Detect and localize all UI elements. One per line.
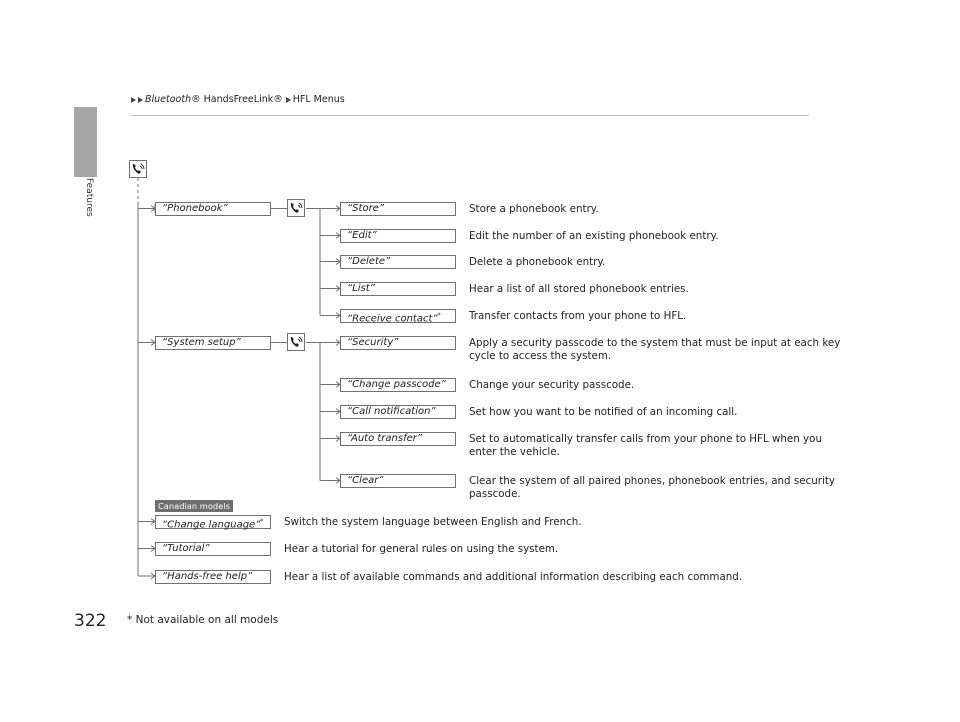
- desc-receive-contact: Transfer contacts from your phone to HFL.: [469, 310, 687, 322]
- command-delete: “Delete”: [340, 255, 456, 269]
- desc-store: Store a phonebook entry.: [469, 203, 599, 215]
- command-change-passcode: “Change passcode”: [340, 378, 456, 392]
- command-store: “Store”: [340, 202, 456, 216]
- command-phonebook: “Phonebook”: [155, 202, 271, 216]
- command-call-notification: “Call notification”: [340, 405, 456, 419]
- command-security: “Security”: [340, 336, 456, 350]
- desc-clear: Clear the system of all paired phones, phonebook entries, and security passcode.: [469, 475, 835, 500]
- phone-talk-icon: [129, 160, 147, 178]
- desc-auto-transfer: Set to automatically transfer calls from your phone to HFL when you enter the vehicle.: [469, 433, 822, 458]
- command-tutorial: “Tutorial”: [155, 542, 271, 556]
- page-number: 322: [74, 611, 107, 631]
- breadcrumb-bluetooth: Bluetooth: [145, 94, 192, 105]
- command-change-language: “Change language”*: [155, 515, 271, 529]
- breadcrumb-hfl-menus: HFL Menus: [292, 94, 345, 105]
- command-edit: “Edit”: [340, 229, 456, 243]
- command-system-setup: “System setup”: [155, 336, 271, 350]
- desc-hands-free-help: Hear a list of available commands and additional information describing each command.: [284, 571, 743, 583]
- command-receive-contact: “Receive contact”*: [340, 309, 456, 323]
- section-tab-label: Features: [84, 178, 94, 217]
- desc-change-passcode: Change your security passcode.: [469, 379, 635, 391]
- command-hands-free-help: “Hands-free help”: [155, 570, 271, 584]
- desc-tutorial: Hear a tutorial for general rules on using the system.: [284, 543, 559, 555]
- command-clear: “Clear”: [340, 474, 456, 488]
- desc-edit: Edit the number of an existing phonebook entry.: [469, 230, 719, 242]
- phone-talk-icon: [287, 199, 305, 217]
- breadcrumb-handsfreelink: HandsFreeLink®: [200, 94, 283, 105]
- footnote: * Not available on all models: [127, 614, 279, 626]
- command-auto-transfer: “Auto transfer”: [340, 432, 456, 446]
- desc-delete: Delete a phonebook entry.: [469, 256, 606, 268]
- desc-change-language: Switch the system language between English and French.: [284, 516, 582, 528]
- phone-talk-icon: [287, 333, 305, 351]
- desc-call-notification: Set how you want to be notified of an incoming call.: [469, 406, 738, 418]
- canadian-models-badge: Canadian models: [155, 500, 233, 512]
- desc-security: Apply a security passcode to the system that must be input at each key cycle to access the system.: [469, 337, 841, 362]
- breadcrumb: Bluetooth® HandsFreeLink® HFL Menus: [131, 94, 345, 105]
- desc-list: Hear a list of all stored phonebook entries.: [469, 283, 689, 295]
- command-list: “List”: [340, 282, 456, 296]
